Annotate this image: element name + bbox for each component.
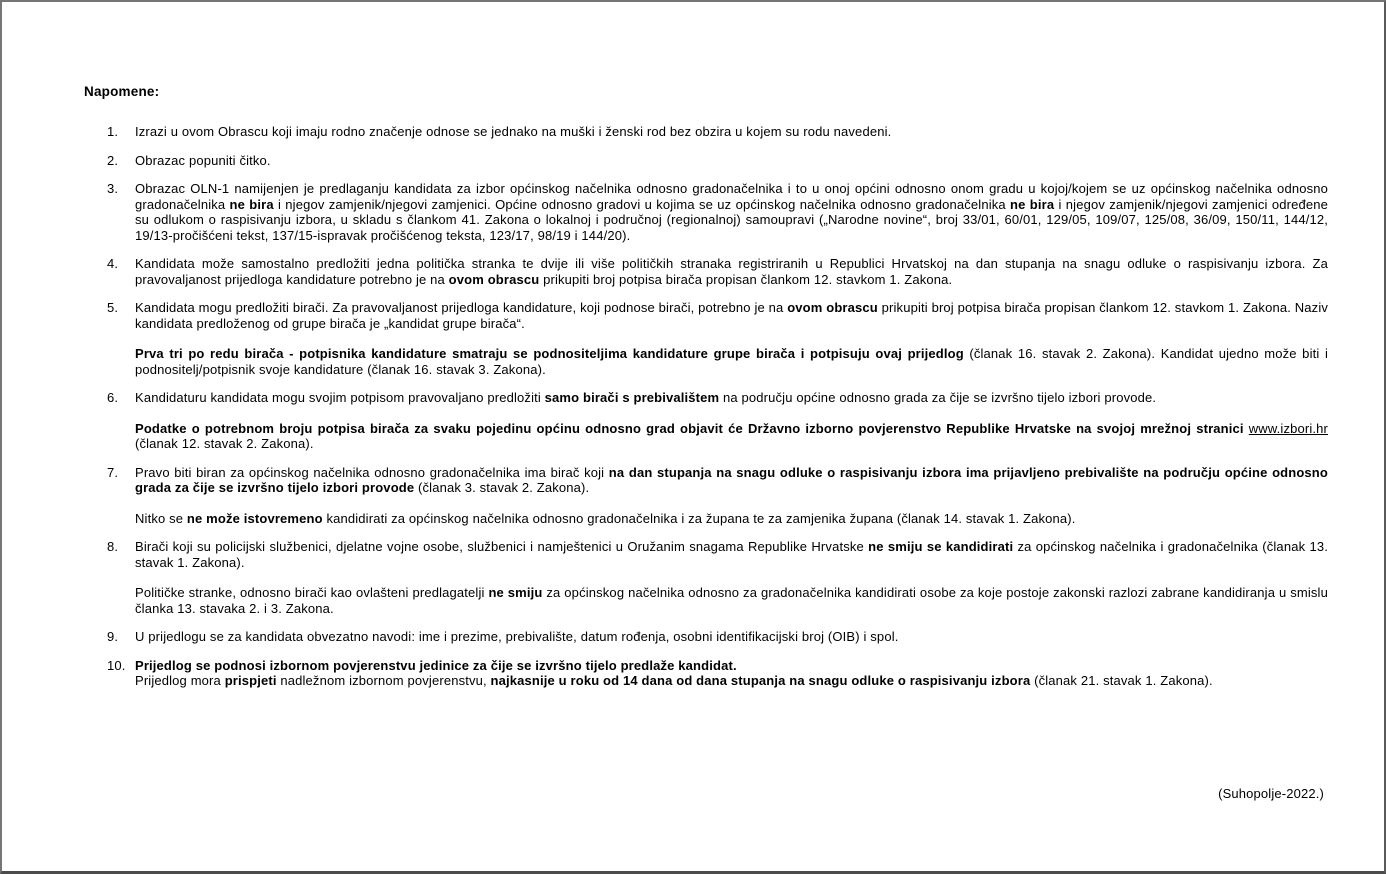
list-item <box>107 181 1328 243</box>
item-paragraph <box>135 124 1328 140</box>
body-text: Pravo biti biran za općinskog načelnika odnosno gradonačelnika ima birač koji <box>135 464 609 480</box>
item-body <box>135 629 1328 645</box>
body-text: Nitko se <box>135 510 187 526</box>
body-text: (članak 3. stavak 2. Zakona). <box>414 480 590 495</box>
item-body <box>135 300 1328 377</box>
item-body <box>135 539 1328 616</box>
body-text: U prijedlogu se za kandidata obvezatno navodi: ime i prezime, prebivalište, datum rođenja, osobni identifikacijski broj (OIB) i spol. <box>135 629 899 644</box>
item-paragraph <box>135 585 1328 616</box>
item-paragraph <box>135 300 1328 331</box>
body-text: i njegov zamjenik/njegovi zamjenici određene su odlukom o raspisivanju izbora, u skladu s člankom 41. Zakona o lokalnoj i područnoj (regionalnoj) samoupravi („Narodne novine“, broj 33/01, 60/01, 129/05, 109/07, 125/08, 36/09, 150/11, 144/12, 19/13-pročišćeni tekst, 137/15-ispravak pročišćenog teksta, 123/17, 98/19 i 144/20). <box>135 196 1328 243</box>
item-body <box>135 390 1328 452</box>
item-number: 10. <box>107 657 126 673</box>
item-paragraph <box>135 421 1328 452</box>
item-paragraph <box>135 346 1328 377</box>
emphasized-text: ovom obrascu <box>448 271 540 287</box>
item-paragraph <box>135 511 1328 527</box>
item-paragraph <box>135 181 1328 243</box>
item-number: 3. <box>107 181 119 196</box>
emphasized-text: ne smiju <box>488 585 543 600</box>
list-item <box>107 629 1328 645</box>
item-paragraph <box>135 256 1328 287</box>
document-content <box>2 2 1384 689</box>
notes-list <box>107 124 1328 689</box>
list-item <box>107 465 1328 527</box>
emphasized-text: Podatke o potrebnom broju potpisa birača za svaku pojedinu općinu odnosno grad objavit će Državno izborno povjerenstvo Republike Hrvatske na svojoj mrežnoj stranici <box>135 420 1249 436</box>
item-paragraph <box>135 153 1328 169</box>
body-text: Političke stranke, odnosno birači kao ovlašteni predlagatelji <box>135 585 489 600</box>
item-paragraph <box>135 539 1328 570</box>
list-item <box>107 153 1328 169</box>
website-url-text: www.izbori.hr <box>1248 420 1328 436</box>
body-text: za općinskog načelnika i gradonačelnika (članak 13. stavak 1. Zakona). <box>135 539 1328 570</box>
body-text: (članak 12. stavak 2. Zakona). <box>135 436 314 451</box>
item-number: 2. <box>107 152 119 168</box>
body-text: kandidirati za općinskog načelnika odnosno gradonačelnika i za župana te za zamjenika župana (članak 14. stavak 1. Zakona). <box>322 510 1076 526</box>
emphasized-text: Prijedlog se podnosi izbornom povjerenstvu jedinice za čije se izvršno tijelo predlaže kandidat. <box>135 657 737 673</box>
item-number: 6. <box>107 390 119 405</box>
body-text: i njegov zamjenik/njegovi zamjenici. Općine odnosno gradovi u kojima se uz općinskog načelnika odnosno gradonačelnika <box>273 196 1011 212</box>
body-text: za općinskog načelnika odnosno za gradonačelnika kandidirati osobe za koje postoje zakonski razlozi zabrane kandidiranja u smislu članka 13. stavaka 2. i 3. Zakona. <box>135 585 1328 616</box>
emphasized-text: samo birači s prebivalištem <box>544 390 720 405</box>
list-item <box>107 539 1328 616</box>
footer-note: (Suhopolje-2022.) <box>1218 786 1324 801</box>
item-number: 5. <box>107 300 119 315</box>
item-body <box>135 153 1328 169</box>
body-text: Birači koji su policijski službenici, djelatne vojne osobe, službenici i namještenici u Oružanim snagama Republike Hrvatske <box>135 539 869 554</box>
list-item <box>107 390 1328 452</box>
list-item <box>107 658 1328 689</box>
body-text: Kandidata može samostalno predložiti jedna politička stranka te dvije ili više političkih stranaka registriranih u Republici Hrvatskoj na dan stupanja na snagu odluke o raspisivanju izbora. Za pravovaljanost prijedloga kandidature potrebno je na <box>135 256 1328 287</box>
item-body <box>135 256 1328 287</box>
body-text: Prijedlog mora <box>135 673 225 688</box>
emphasized-text: ovom obrascu <box>787 300 878 315</box>
list-item <box>107 256 1328 287</box>
body-text: prikupiti broj potpisa birača propisan člankom 12. stavkom 1. Zakona. Naziv kandidata predloženog od grupe birača je „kandidat grupe birača“. <box>135 300 1329 331</box>
item-number: 9. <box>107 629 119 644</box>
emphasized-text: na dan stupanja na snagu odluke o raspisivanju izbora ima prijavljeno prebivalište na području općine odnosno grada za čije se izvršno tijelo izbori provode <box>135 464 1328 495</box>
emphasized-text: Prva tri po redu birača - potpisnika kandidature smatraju se podnositeljima kandidature grupe birača i potpisuju ovaj prijedlog <box>135 346 964 361</box>
body-text: nadležnom izbornom povjerenstvu, <box>276 673 491 688</box>
item-body <box>135 465 1328 527</box>
body-text: Izrazi u ovom Obrascu koji imaju rodno značenje odnose se jednako na muški i ženski rod bez obzira u kojem su rodu navedeni. <box>135 124 892 139</box>
list-item <box>107 300 1328 377</box>
item-paragraph <box>135 673 1328 689</box>
body-text: Kandidata mogu predložiti birači. Za pravovaljanost prijedloga kandidature, koji podnose birači, potrebno je na <box>135 300 788 315</box>
emphasized-text: ne bira <box>229 196 274 212</box>
body-text: (članak 16. stavak 2. Zakona). Kandidat ujedno može biti i podnositelj/potpisnik svoje kandidature (članak 16. stavak 3. Zakona). <box>135 346 1328 377</box>
item-paragraph <box>135 658 1328 674</box>
list-item <box>107 124 1328 140</box>
body-text: prikupiti broj potpisa birača propisan člankom 12. stavkom 1. Zakona. <box>539 271 953 287</box>
item-body <box>135 181 1328 243</box>
item-paragraph <box>135 390 1328 406</box>
notes-heading: Napomene: <box>84 84 160 99</box>
emphasized-text: ne bira <box>1010 196 1055 212</box>
item-paragraph <box>135 629 1328 645</box>
emphasized-text: prispjeti <box>224 673 277 688</box>
body-text: Obrazac popuniti čitko. <box>135 152 271 168</box>
item-number: 8. <box>107 539 119 554</box>
item-body <box>135 124 1328 140</box>
item-paragraph <box>135 465 1328 496</box>
body-text: na području općine odnosno grada za čije se izvršno tijelo izbori provode. <box>719 390 1157 405</box>
body-text: Obrazac OLN-1 namijenjen je predlaganju kandidata za izbor općinskog načelnika odnosno gradonačelnika i to u onoj općini odnosno onom gradu u kojoj/kojem se uz općinskog načelnika odnosno gradonačelnika <box>135 181 1328 212</box>
item-number: 4. <box>107 256 119 271</box>
item-body <box>135 658 1328 689</box>
emphasized-text: najkasnije u roku od 14 dana od dana stupanja na snagu odluke o raspisivanju izbora <box>490 673 1031 688</box>
body-text: (članak 21. stavak 1. Zakona). <box>1030 673 1213 688</box>
item-number: 1. <box>107 124 119 139</box>
emphasized-text: ne može istovremeno <box>186 510 323 526</box>
body-text: Kandidaturu kandidata mogu svojim potpisom pravovaljano predložiti <box>135 390 545 405</box>
emphasized-text: ne smiju se kandidirati <box>868 539 1014 554</box>
item-number: 7. <box>107 464 119 480</box>
